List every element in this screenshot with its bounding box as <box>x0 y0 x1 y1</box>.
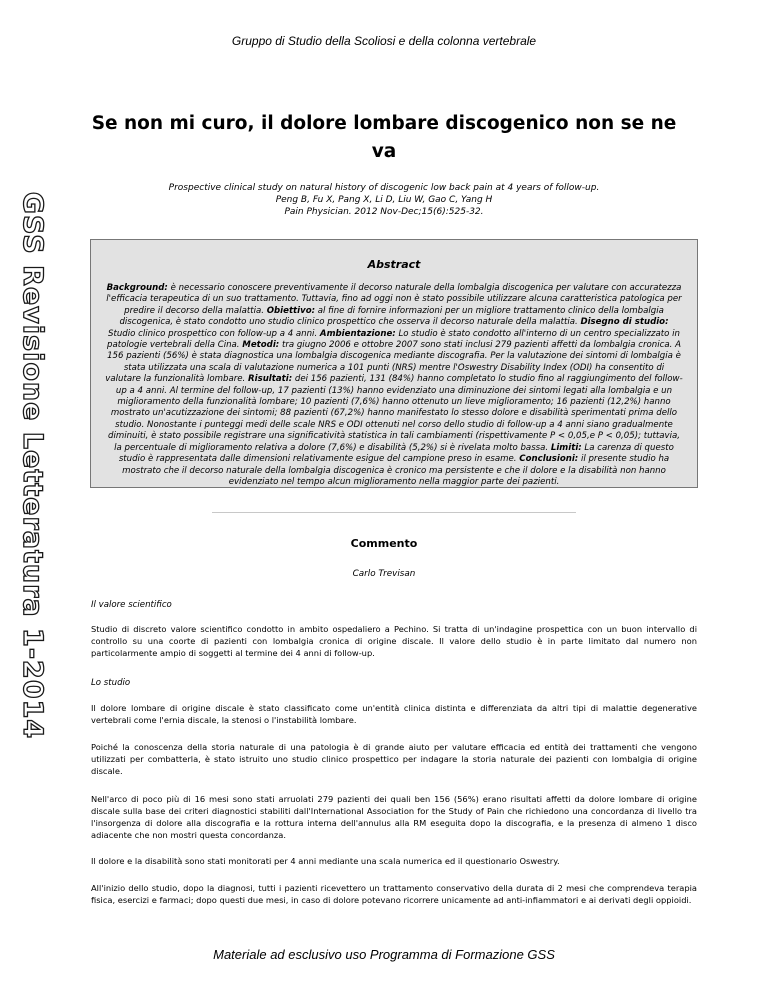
methods-label: Metodi: <box>242 340 280 351</box>
article-title: Se non mi curo, il dolore lombare discogenico non se ne va <box>91 113 677 162</box>
objective-label: Obiettivo: <box>266 305 316 316</box>
design-label: Disegno di studio: <box>580 317 669 328</box>
abstract-text <box>105 283 683 488</box>
results-label: Risultati: <box>248 374 293 385</box>
section-label-scientific-value: Il valore scientifico <box>91 600 172 610</box>
citation-title: Prospective clinical study on natural history of discogenic low back pain at 4 years of follow-up. <box>168 183 600 193</box>
paragraph: All'inizio dello studio, dopo la diagnosi, tutti i pazienti ricevettero un trattamento conservativo della durata di 2 mesi che comprendeva terapia fisica, esercizi e farmaci; dopo questi due mesi, in caso di dolore potevano ricorrere unicamente ad anti-infiammatori e ai derivati degli oppioidi. <box>91 883 697 905</box>
comment-heading: Commento <box>350 537 418 550</box>
citation-authors: Peng B, Fu X, Pang X, Li D, Liu W, Gao C, Yang H <box>275 195 493 205</box>
limits-text: La carenza di questo studio è rappresentata dalle dimensioni relativamente esigue del campione preso in esame. <box>118 442 674 465</box>
limits-label: Limiti: <box>550 442 582 453</box>
paragraph: Il dolore lombare di origine discale è stato classificato come un'entità clinica distinta e differenziata da altri tipi di malattie degenerative vertebrali come l'ernia discale, la stenosi o l'instabilità lombare. <box>91 703 697 725</box>
design-text: Studio clinico prospettico con follow-up a 4 anni. <box>108 328 320 339</box>
side-banner <box>16 191 50 739</box>
paragraph: Il dolore e la disabilità sono stati monitorati per 4 anni mediante una scala numerica ed il questionario Oswestry. <box>91 856 560 866</box>
paragraph: Poiché la conoscenza della storia naturale di una patologia è di grande aiuto per valutare efficacia ed entità dei trattamenti che vengono utilizzati per combatterla, è stato istruito uno studio clinico prospettico per indagare la storia naturale dei pazienti con lombalgia di origine discale. <box>91 742 697 776</box>
abstract-heading: Abstract <box>367 258 421 271</box>
divider <box>212 512 576 513</box>
setting-label: Ambientazione: <box>319 328 396 339</box>
conclusions-label: Conclusioni: <box>519 454 579 465</box>
citation-journal: Pain Physician. 2012 Nov-Dec;15(6):525-32. <box>284 207 484 217</box>
setting-text: Lo studio è stato condotto all'interno di un centro specializzato in patologie vertebrali della Cina. <box>107 328 680 351</box>
conclusions-text: il presente studio ha mostrato che il decorso naturale della lombalgia discogenica è cronico ma persistente e che il dolore e la disabilità non hanno evidenziato nel tempo alcun miglioramento nella maggior parte dei pazienti. <box>122 454 670 487</box>
objective-text: al fine di fornire informazioni per un migliore trattamento clinico della lombalgia discogenica, è stato condotto uno studio clinico prospettico che osserva il decorso naturale della malattia. <box>119 305 664 328</box>
comment-author: Carlo Trevisan <box>352 569 416 579</box>
citation <box>100 182 668 218</box>
methods-text: tra giugno 2006 e ottobre 2007 sono stati inclusi 279 pazienti affetti da lombalgia cronica. A 156 pazienti (56%) è stata diagnostica una lombalgia discogenica mediante discografia. Per la valutazione dei sintomi di lombalgia è stata utilizzata una scala di valutazione numerica a 101 punti (NRS) mentre l'Oswestry Disability Index (ODI) ha consentito di valutare la funzionalità lombare. <box>105 340 681 385</box>
paragraph: Nell'arco di poco più di 16 mesi sono stati arruolati 279 pazienti dei quali ben 156 (56%) erano risultati affetti da dolore lombare di origine discale sulla base dei criteri diagnostici stabiliti dall'International Association for the Study of Pain che richiedono una concordanza di livello tra l'insorgenza di dolore alla discografia e la rottura interna dell'annulus alla RM eseguita dopo la discografia, e la presenza di almeno 1 disco adiacente che non mostri questa concordanza. <box>91 794 697 840</box>
side-banner-text: GSS Revisione Letteratura 1-2014 <box>17 191 49 739</box>
background-text: è necessario conoscere preventivamente il decorso naturale della lombalgia discogenica per valutare con accuratezza l'efficacia terapeutica di un suo trattamento. Tuttavia, fino ad oggi non è stato possibile utilizzare alcuna caratteristica patologica per predire il decorso della malattia. <box>106 283 682 316</box>
page-header: Gruppo di Studio della Scoliosi e della colonna vertebrale <box>231 34 537 48</box>
page-footer: Materiale ad esclusivo uso Programma di Formazione GSS <box>213 947 555 962</box>
background-label: Background: <box>106 283 168 293</box>
abstract-box <box>90 239 698 488</box>
paragraph: Studio di discreto valore scientifico condotto in ambito ospedaliero a Pechino. Si tratta di un'indagine prospettica con un buon intervallo di controllo su una coorte di pazienti con lombalgia cronica di origine discale. Il valore dello studio è in parte limitato dal numero non particolarmente ampio di soggetti al termine dei 4 anni di follow-up. <box>91 624 697 658</box>
results-text: dei 156 pazienti, 131 (84%) hanno completato lo studio fino al raggiungimento del follow-up a 4 anni. Al termine del follow-up, 17 pazienti (13%) hanno evidenziato una diminuzione dei sintomi legati alla lombalgia e un miglioramento della funzionalità lombare; 10 pazienti (7,6%) hanno ottenuto un lieve miglioramento; 16 pazienti (12,2%) hanno mostrato un'acutizzazione dei sintomi; 88 pazienti (67,2%) hanno manifestato lo stesso dolore e disabilità sperimentati prima dello studio. Nonostante i punteggi medi delle scale NRS e ODI ottenuti nel corso dello studio di follow-up a 4 anni siano gradualmente diminuiti, è stato possibile registrare una significatività statistica in tali cambiamenti (rispettivamente P < 0,05,e P < 0,05); tuttavia, la percentuale di miglioramento relativa a dolore (7,6%) e disabilità (5,2%) si è rivelata molto bassa. <box>108 374 683 453</box>
section-label-study: Lo studio <box>91 678 131 688</box>
